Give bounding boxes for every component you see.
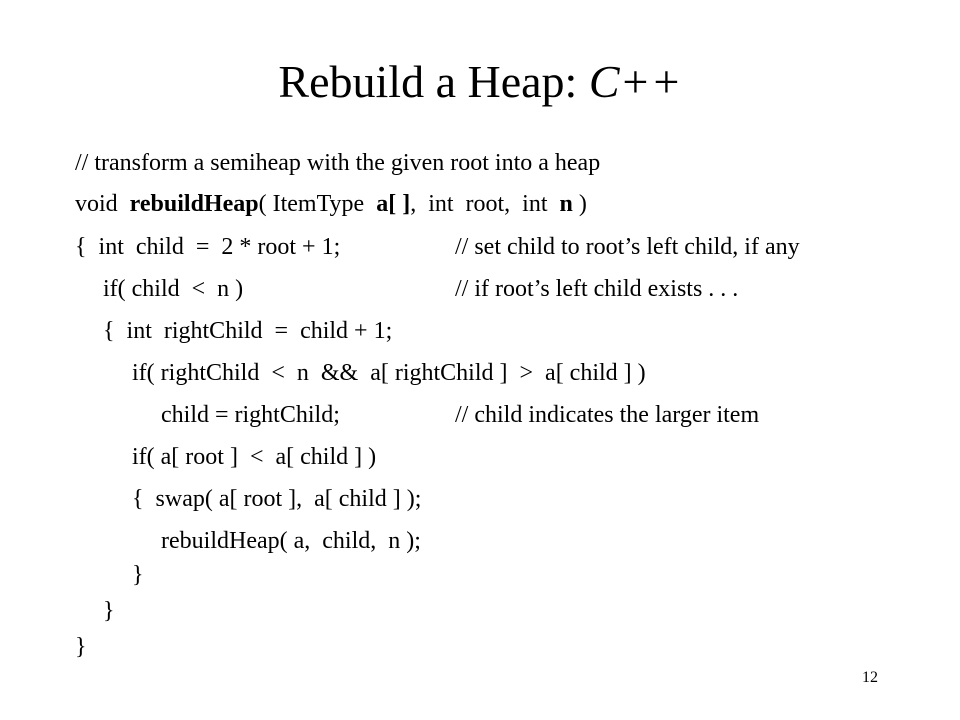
code-params-start: ( ItemType — [258, 191, 377, 217]
title-main: Rebuild a Heap: — [278, 56, 589, 107]
code-param-n: n — [559, 191, 573, 217]
code-line-2 — [75, 189, 587, 219]
title-language: C++ — [588, 56, 682, 107]
code-params-mid: , int root, int — [410, 191, 560, 217]
code-function-name: rebuildHeap — [129, 191, 259, 217]
code-line-3: { int child = 2 * root + 1; — [75, 234, 341, 260]
code-line-4: if( child < n ) — [103, 276, 244, 302]
code-line-7: child = rightChild; — [161, 402, 340, 428]
code-keyword-void: void — [75, 191, 130, 217]
code-line-9: { swap( a[ root ], a[ child ] ); — [132, 486, 422, 512]
code-line-11-brace: } — [132, 562, 144, 588]
code-param-array: a[ ] — [376, 191, 411, 217]
code-line-3-comment: // set child to root’s left child, if any — [455, 234, 800, 260]
code-line-10: rebuildHeap( a, child, n ); — [161, 528, 421, 554]
code-line-13-brace: } — [75, 634, 87, 660]
code-params-end: ) — [572, 191, 587, 217]
code-line-6: if( rightChild < n && a[ rightChild ] > a[ child ] ) — [132, 360, 646, 386]
code-line-1-comment: // transform a semiheap with the given root into a heap — [75, 150, 601, 176]
code-line-4-comment: // if root’s left child exists . . . — [455, 276, 739, 302]
code-line-12-brace: } — [103, 598, 115, 624]
code-line-5: { int rightChild = child + 1; — [103, 318, 393, 344]
page-number: 12 — [862, 669, 878, 686]
code-line-7-comment: // child indicates the larger item — [455, 402, 760, 428]
code-line-8: if( a[ root ] < a[ child ] ) — [132, 444, 377, 470]
